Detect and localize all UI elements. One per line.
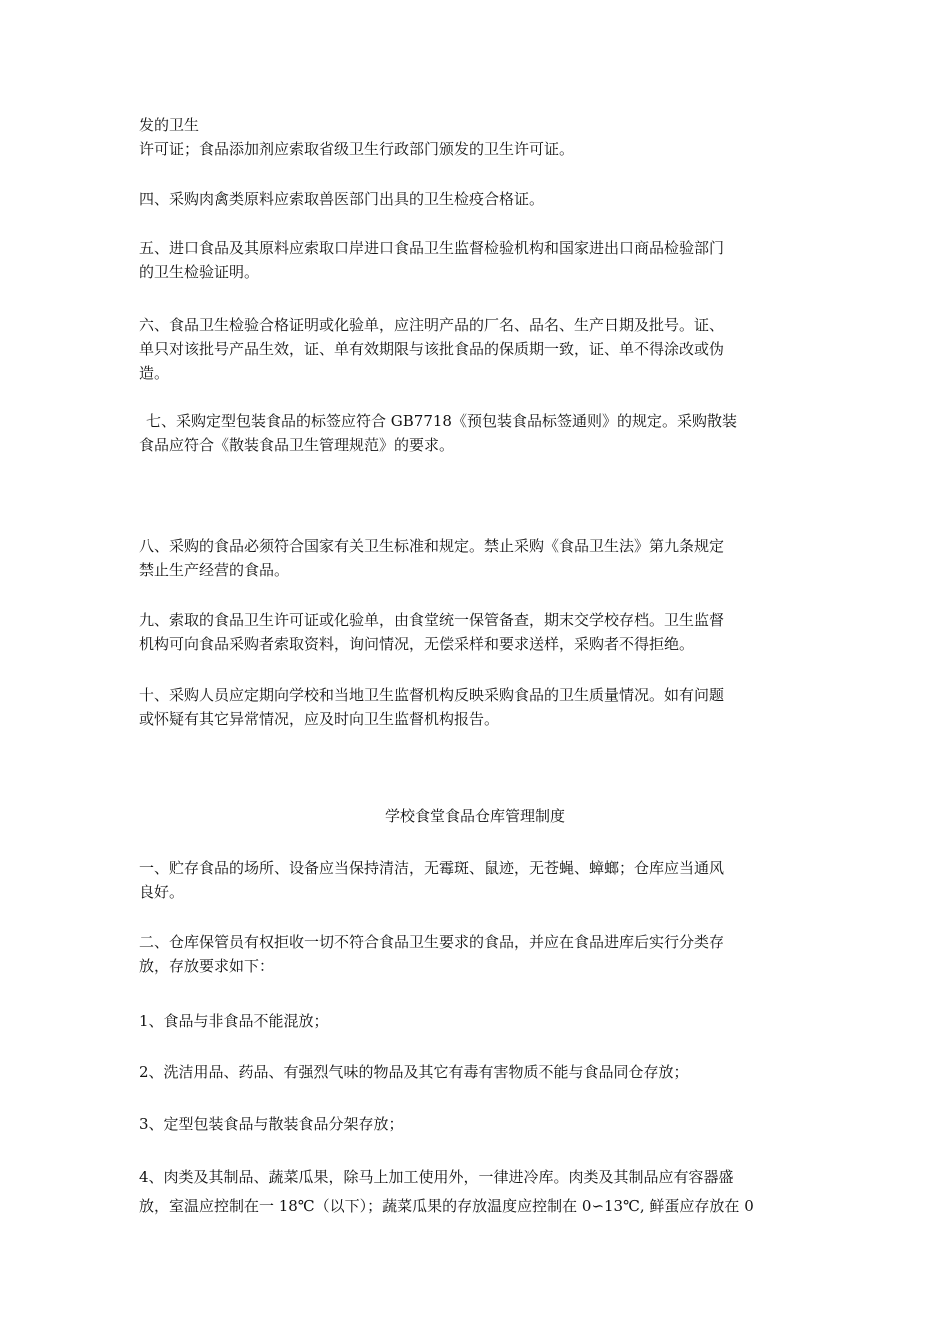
list-item-3: 3、定型包装食品与散装食品分架存放； (139, 1115, 404, 1133)
paragraph-4: 四、采购肉禽类原料应索取兽医部门出具的卫生检疫合格证。 (139, 190, 545, 208)
text-line: 机构可向食品采购者索取资料，询问情况，无偿采样和要求送样，采购者不得拒绝。 (139, 635, 695, 653)
paragraph-2: 二、仓库保管员有权拒收一切不符合食品卫生要求的食品，并应在食品进库后实行分类存 (139, 933, 725, 951)
text-line: 发的卫生 (139, 116, 200, 134)
paragraph-7: 七、采购定型包装食品的标签应符合 GB7718《预包装食品标签通则》的规定。采购散装 (146, 412, 737, 430)
text-line: 禁止生产经营的食品。 (139, 561, 290, 579)
paragraph-8: 八、采购的食品必须符合国家有关卫生标准和规定。禁止采购《食品卫生法》第九条规定 (139, 537, 725, 555)
text-line: 单只对该批号产品生效，证、单有效期限与该批食品的保质期一致，证、单不得涂改或伪 (139, 340, 725, 358)
paragraph-5: 五、进口食品及其原料应索取口岸进口食品卫生监督检验机构和国家进出口商品检验部门 (139, 239, 725, 257)
text-line: 的卫生检验证明。 (139, 263, 260, 281)
paragraph-6: 六、食品卫生检验合格证明或化验单，应注明产品的厂名、品名、生产日期及批号。证、 (139, 316, 725, 334)
text-line: 良好。 (139, 883, 185, 901)
text-line: 或怀疑有其它异常情况，应及时向卫生监督机构报告。 (139, 710, 500, 728)
paragraph-10: 十、采购人员应定期向学校和当地卫生监督机构反映采购食品的卫生质量情况。如有问题 (139, 686, 725, 704)
paragraph-1: 一、贮存食品的场所、设备应当保持清洁，无霉斑、鼠迹，无苍蝇、蟑螂；仓库应当通风 (139, 859, 725, 877)
list-item-4: 4、肉类及其制品、蔬菜瓜果，除马上加工使用外，一律进冷库。肉类及其制品应有容器盛 (139, 1168, 734, 1186)
text-line: 放，室温应控制在一 18℃（以下）；蔬菜瓜果的存放温度应控制在 0∽13℃, 鲜蛋应存放在 0 (139, 1197, 754, 1215)
text-line: 造。 (139, 364, 170, 382)
list-item-2: 2、洗洁用品、药品、有强烈气味的物品及其它有毒有害物质不能与食品同仓存放； (139, 1063, 689, 1081)
text-line: 食品应符合《散装食品卫生管理规范》的要求。 (139, 436, 455, 454)
paragraph-9: 九、索取的食品卫生许可证或化验单，由食堂统一保管备查，期末交学校存档。卫生监督 (139, 611, 725, 629)
text-line: 许可证；食品添加剂应索取省级卫生行政部门颁发的卫生许可证。 (139, 140, 575, 158)
text-line: 放，存放要求如下： (139, 957, 275, 975)
list-item-1: 1、食品与非食品不能混放； (139, 1012, 329, 1030)
section-title: 学校食堂食品仓库管理制度 (384, 807, 565, 825)
